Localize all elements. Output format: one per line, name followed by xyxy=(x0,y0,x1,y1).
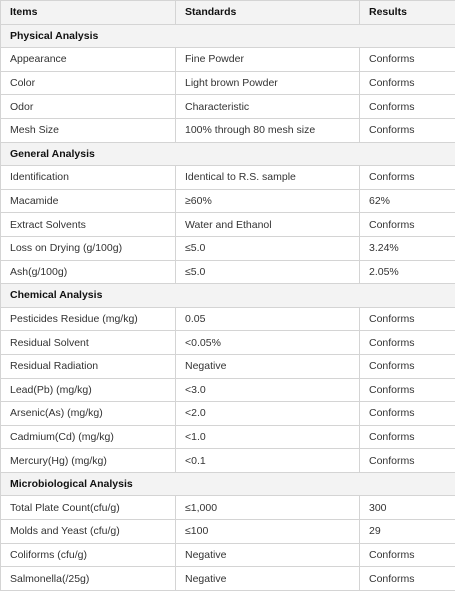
item-cell: Pesticides Residue (mg/kg) xyxy=(1,307,176,331)
table-body xyxy=(1,24,455,590)
standard-cell: ≤1,000 xyxy=(176,496,360,520)
table-row xyxy=(1,71,455,95)
item-cell: Ash(g/100g) xyxy=(1,260,176,284)
standard-cell: ≤100 xyxy=(176,520,360,544)
result-cell: Conforms xyxy=(360,213,455,237)
standard-cell: Negative xyxy=(176,354,360,378)
item-cell: Residual Solvent xyxy=(1,331,176,355)
item-cell: Odor xyxy=(1,95,176,119)
item-cell: Molds and Yeast (cfu/g) xyxy=(1,520,176,544)
table-row xyxy=(1,95,455,119)
header-standards: Standards xyxy=(176,1,360,25)
item-cell: Salmonella(/25g) xyxy=(1,567,176,591)
standard-cell: 0.05 xyxy=(176,307,360,331)
header-items: Items xyxy=(1,1,176,25)
table-row xyxy=(1,402,455,426)
section-title: Chemical Analysis xyxy=(1,284,455,308)
section-row xyxy=(1,142,455,166)
table-row xyxy=(1,236,455,260)
result-cell: Conforms xyxy=(360,48,455,72)
item-cell: Arsenic(As) (mg/kg) xyxy=(1,402,176,426)
header-results: Results xyxy=(360,1,455,25)
result-cell: Conforms xyxy=(360,402,455,426)
table-row xyxy=(1,567,455,591)
standard-cell: ≤5.0 xyxy=(176,260,360,284)
section-row xyxy=(1,24,455,48)
item-cell: Loss on Drying (g/100g) xyxy=(1,236,176,260)
header-row xyxy=(1,1,455,25)
result-cell: Conforms xyxy=(360,354,455,378)
result-cell: Conforms xyxy=(360,449,455,473)
section-title: General Analysis xyxy=(1,142,455,166)
table-row xyxy=(1,307,455,331)
result-cell: Conforms xyxy=(360,95,455,119)
result-cell: Conforms xyxy=(360,425,455,449)
table-row xyxy=(1,496,455,520)
item-cell: Mercury(Hg) (mg/kg) xyxy=(1,449,176,473)
table-row xyxy=(1,260,455,284)
standard-cell: Light brown Powder xyxy=(176,71,360,95)
standard-cell: Identical to R.S. sample xyxy=(176,166,360,190)
standard-cell: Water and Ethanol xyxy=(176,213,360,237)
result-cell: Conforms xyxy=(360,118,455,142)
result-cell: Conforms xyxy=(360,307,455,331)
section-title: Physical Analysis xyxy=(1,24,455,48)
result-cell: Conforms xyxy=(360,71,455,95)
item-cell: Total Plate Count(cfu/g) xyxy=(1,496,176,520)
result-cell: Conforms xyxy=(360,378,455,402)
standard-cell: Characteristic xyxy=(176,95,360,119)
item-cell: Macamide xyxy=(1,189,176,213)
standard-cell: <2.0 xyxy=(176,402,360,426)
table-row xyxy=(1,543,455,567)
result-cell: Conforms xyxy=(360,331,455,355)
standard-cell: <0.05% xyxy=(176,331,360,355)
table-row xyxy=(1,48,455,72)
item-cell: Mesh Size xyxy=(1,118,176,142)
standard-cell: Negative xyxy=(176,567,360,591)
section-row xyxy=(1,472,455,496)
item-cell: Color xyxy=(1,71,176,95)
result-cell: 29 xyxy=(360,520,455,544)
standard-cell: <1.0 xyxy=(176,425,360,449)
item-cell: Lead(Pb) (mg/kg) xyxy=(1,378,176,402)
table-row xyxy=(1,378,455,402)
result-cell: 62% xyxy=(360,189,455,213)
item-cell: Coliforms (cfu/g) xyxy=(1,543,176,567)
standard-cell: 100% through 80 mesh size xyxy=(176,118,360,142)
section-title: Microbiological Analysis xyxy=(1,472,455,496)
result-cell: 2.05% xyxy=(360,260,455,284)
result-cell: 3.24% xyxy=(360,236,455,260)
table-row xyxy=(1,449,455,473)
result-cell: 300 xyxy=(360,496,455,520)
result-cell: Conforms xyxy=(360,567,455,591)
item-cell: Identification xyxy=(1,166,176,190)
table-row xyxy=(1,520,455,544)
table-row xyxy=(1,354,455,378)
item-cell: Extract Solvents xyxy=(1,213,176,237)
standard-cell: Fine Powder xyxy=(176,48,360,72)
standard-cell: Negative xyxy=(176,543,360,567)
table-row xyxy=(1,425,455,449)
result-cell: Conforms xyxy=(360,166,455,190)
standard-cell: <0.1 xyxy=(176,449,360,473)
table-row xyxy=(1,166,455,190)
item-cell: Residual Radiation xyxy=(1,354,176,378)
standard-cell: ≥60% xyxy=(176,189,360,213)
table-row xyxy=(1,213,455,237)
standard-cell: <3.0 xyxy=(176,378,360,402)
standard-cell: ≤5.0 xyxy=(176,236,360,260)
item-cell: Appearance xyxy=(1,48,176,72)
table-row xyxy=(1,331,455,355)
section-row xyxy=(1,284,455,308)
table-row xyxy=(1,118,455,142)
table-row xyxy=(1,189,455,213)
item-cell: Cadmium(Cd) (mg/kg) xyxy=(1,425,176,449)
result-cell: Conforms xyxy=(360,543,455,567)
